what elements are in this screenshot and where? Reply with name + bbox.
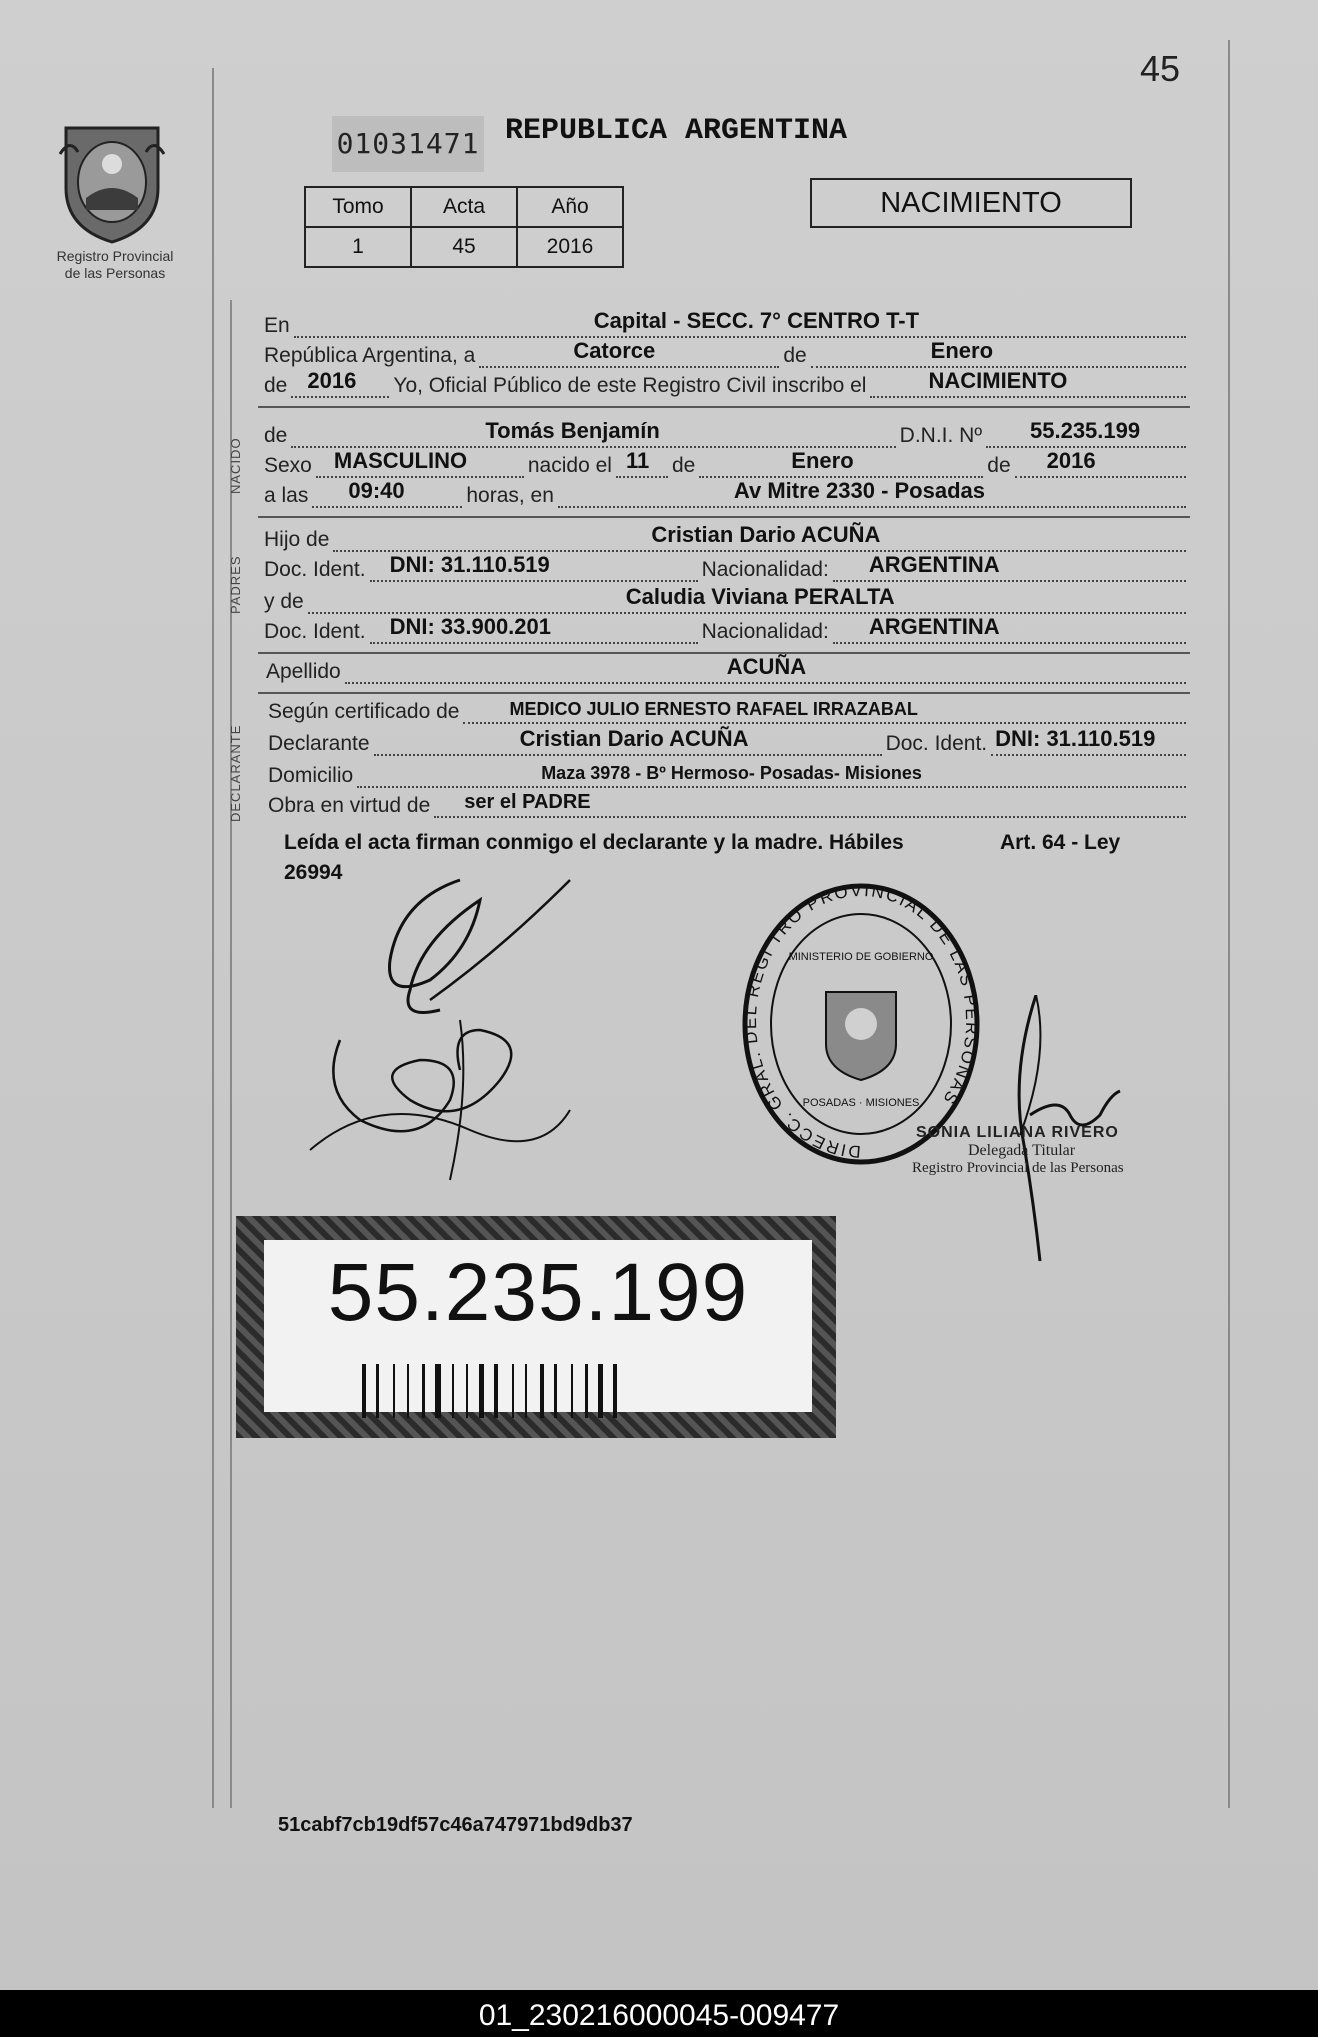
dni-line [986,418,1186,448]
birth-time-value: 09:40 [348,478,405,503]
decl-doc-value: DNI: 31.110.519 [995,726,1156,751]
birth-place-value: Av Mitre 2330 - Posadas [733,478,985,503]
logo-caption [40,248,190,282]
barcode-bar [571,1364,573,1418]
domicilio-value: Maza 3978 - Bº Hermoso- Posadas- Misiones [541,763,922,783]
left-margin-line [212,68,214,1808]
father-nat-value: ARGENTINA [868,552,1000,577]
decl-doc-label: Doc. Ident. [885,732,988,755]
ref-value-anio: 2016 [517,227,623,267]
declarante-label: Declarante [268,732,370,755]
sexo-line [316,448,524,478]
mother-nat-value: ARGENTINA [868,614,1000,639]
mother-name-value: Caludia Viviana PERALTA [625,584,895,609]
right-margin-line [1228,40,1230,1808]
barcode-bar [598,1364,603,1418]
name-line [291,418,895,448]
official-name: SONIA LILIANA RIVERO [916,1124,1119,1141]
dom-line [357,763,1186,788]
certificado-label: Según certificado de [268,700,460,723]
day-line [479,338,779,368]
logo-caption-line-2: de las Personas [64,265,166,281]
apellido-value: ACUÑA [726,654,807,679]
legal-law-number: 26994 [284,861,343,884]
barcode-bar [540,1364,544,1418]
de-label: de [783,344,807,367]
barcode-bar [585,1364,588,1418]
ref-value-tomo: 1 [305,227,411,267]
nacido-row-3 [264,478,1190,508]
section-label-padres: PADRES [228,555,243,614]
divider [258,516,1190,518]
mother-line [308,584,1186,614]
barcode-bar [393,1364,395,1418]
birth-year-value: 2016 [1046,448,1096,473]
barcode-icon [362,1364,732,1418]
mother-nat-label: Nacionalidad: [701,620,829,643]
declarante-row-2 [268,726,1190,756]
obra-label: Obra en virtud de [268,794,431,817]
barcode-bar [407,1364,409,1418]
year-label: de [264,374,288,397]
barcode-bar [435,1364,441,1418]
id-label [236,1216,836,1438]
intro-row-3 [264,368,1190,398]
serial-number: 01031471 [332,116,484,172]
domicilio-label: Domicilio [268,764,354,787]
intro-row-2 [264,338,1190,368]
nacido-de-label-3: de [987,454,1011,477]
y-de-label: y de [264,590,304,613]
father-nat-label: Nacionalidad: [701,558,829,581]
nacido-el-label: nacido el [527,454,612,477]
mother-doc-line [370,614,698,644]
barcode-bar [525,1364,527,1418]
year-value: 2016 [307,368,357,393]
dni-label: D.N.I. Nº [899,424,982,447]
barcode-bar [466,1364,468,1418]
obra-value: ser el PADRE [464,791,591,813]
declarante-row-1 [268,700,1190,724]
padres-row-4 [264,614,1190,644]
nacido-de-label-2: de [671,454,696,477]
declarante-row-3 [268,764,1190,788]
obra-line [434,791,1186,818]
place-line [294,308,1186,338]
divider [258,406,1190,408]
padres-row-1 [264,522,1190,552]
section-label-declarante: DECLARANTE [228,724,243,822]
sexo-value: MASCULINO [333,448,468,473]
father-nat-line [833,552,1186,582]
horas-label: horas, en [466,484,554,507]
birth-day-value: 11 [625,448,650,473]
ref-header-anio: Año [517,187,623,227]
birth-place-line [558,478,1186,508]
padres-row-2 [264,552,1190,582]
oficial-text: Yo, Oficial Público de este Registro Civil inscribo el [393,374,867,397]
footer-bar [0,1990,1318,2037]
nacido-row-2 [264,448,1190,478]
stamp-bottom-text: POSADAS · MISIONES [802,1097,920,1109]
footer-id: 01_230216000045-009477 [478,1999,840,2032]
official-role: Delegada Titular [968,1142,1076,1159]
time-line [312,478,462,508]
sexo-label: Sexo [264,454,312,477]
birth-year-line [1015,448,1186,478]
barcode-bar [422,1364,425,1418]
barcode-bar [376,1364,379,1418]
barcode-bar [494,1364,498,1418]
inscribed-value: NACIMIENTO [928,368,1068,393]
divider [258,652,1190,654]
decl-doc-line [991,726,1186,756]
father-doc-line [370,552,698,582]
child-dni-value: 55.235.199 [1030,418,1141,443]
mother-doc-value: DNI: 33.900.201 [389,614,551,639]
nacido-row-1 [264,418,1190,448]
ref-header-acta: Acta [411,187,517,227]
month-value: Enero [930,338,994,363]
barcode-bar [512,1364,514,1418]
barcode-bar [452,1364,454,1418]
inscribed-line [870,368,1186,398]
cert-line [463,699,1186,724]
hijo-de-label: Hijo de [264,528,330,551]
id-label-inner [264,1240,812,1412]
barcode-bar [362,1364,366,1418]
official-office: Registro Provincial de las Personas [912,1160,1124,1176]
section-label-nacido: NACIDO [228,437,243,494]
barcode-bar [613,1364,617,1418]
record-type-box: NACIMIENTO [810,178,1132,228]
intro-row-1 [264,308,1190,338]
ref-header-tomo: Tomo [305,187,411,227]
place-value: Capital - SECC. 7° CENTRO T-T [593,308,920,333]
stamp-inner-text: MINISTERIO DE GOBIERNO [788,951,934,963]
page-number: 45 [1140,48,1181,89]
father-doc-value: DNI: 31.110.519 [389,552,550,577]
apellido-label: Apellido [266,660,341,683]
ref-value-acta: 45 [411,227,517,267]
decl-line [374,726,882,756]
father-name-value: Cristian Dario ACUÑA [651,522,881,547]
logo-caption-line-1: Registro Provincial [56,248,174,264]
mother-nat-line [833,614,1186,644]
legal-sentence: Leída el acta firman conmigo el declarante y la madre. Hábiles [284,831,904,854]
birth-month-line [699,448,983,478]
day-word-value: Catorce [573,338,656,363]
document-hash: 51cabf7cb19df57c46a747971bd9db37 [278,1814,633,1836]
legal-article: Art. 64 - Ley [1000,831,1121,854]
reference-table [304,186,624,268]
father-doc-label: Doc. Ident. [264,558,366,581]
divider [258,692,1190,694]
id-label-number: 55.235.199 [327,1247,749,1338]
birth-month-value: Enero [791,448,854,473]
declarant-signature-icon [300,860,600,1190]
barcode-bar [554,1364,557,1418]
child-name-value: Tomás Benjamín [485,418,660,443]
declarante-row-4 [268,791,1190,818]
father-line [333,522,1186,552]
nacido-de-label: de [264,424,288,447]
apellido-line [345,654,1186,684]
apellido-row [266,654,1190,684]
en-label: En [264,314,290,337]
country-heading: REPUBLICA ARGENTINA [505,114,848,148]
coat-of-arms-icon [56,118,168,246]
inner-margin-line [230,300,232,1808]
republica-label: República Argentina, a [264,344,476,367]
mother-doc-label: Doc. Ident. [264,620,366,643]
month-line [811,338,1186,368]
year-line [291,368,389,398]
padres-row-3 [264,584,1190,614]
barcode-bar [479,1364,484,1418]
alas-label: a las [264,484,309,507]
stamp-ring-text: DIRECC. GRAL. DEL REGI TRO PROVINCIAL DE LAS PERSONAS [740,880,982,1162]
declarante-value: Cristian Dario ACUÑA [519,726,749,751]
official-block [912,1124,1196,1177]
birth-day-line [616,448,668,478]
certificado-value: MEDICO JULIO ERNESTO RAFAEL IRRAZABAL [509,699,918,719]
